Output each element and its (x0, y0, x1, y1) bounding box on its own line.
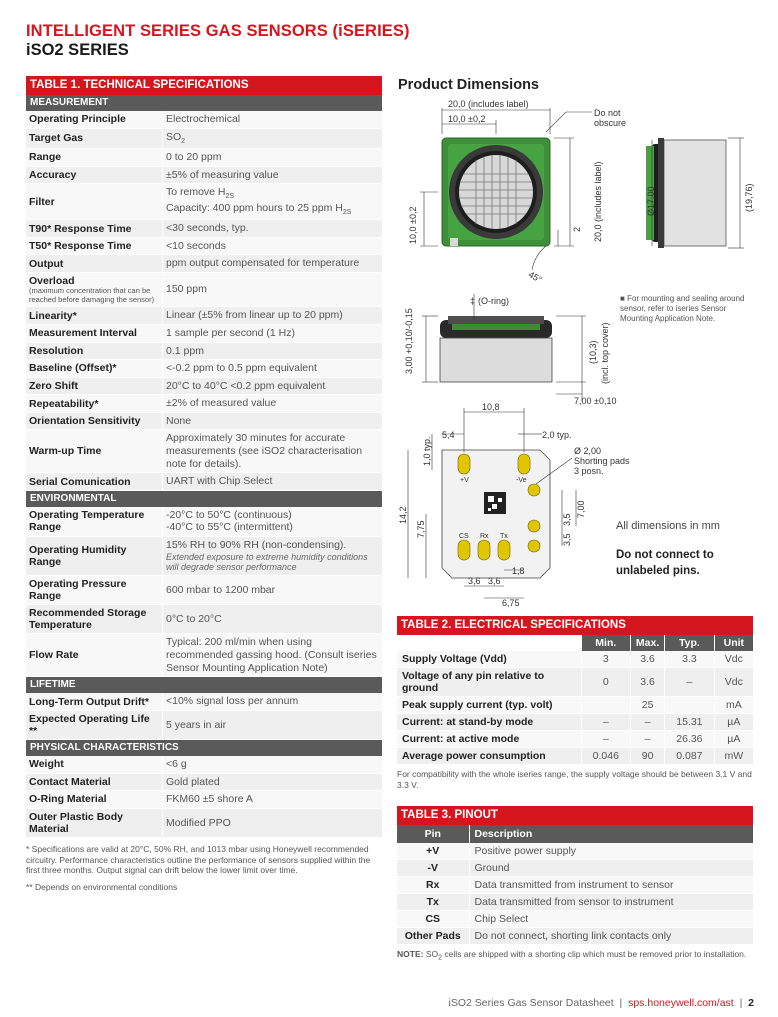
param-value: 0.046 (581, 748, 631, 765)
page-title: INTELLIGENT SERIES GAS SENSORS (iSERIES) (26, 22, 410, 40)
param-value: mA (714, 697, 753, 714)
product-dimensions-title: Product Dimensions (398, 77, 539, 93)
dim-label: 20,0 (includes label) (593, 161, 603, 242)
dim-label: 45° (526, 269, 544, 285)
all-dimensions-note: All dimensions in mm (616, 520, 720, 532)
section-header: PHYSICAL CHARACTERISTICS (26, 740, 382, 756)
spec-value: 0.1 ppm (162, 343, 382, 360)
table3-title: TABLE 3. PINOUT (397, 806, 753, 825)
section-header: ENVIRONMENTAL (26, 491, 382, 507)
dim-label: 5,4 (442, 430, 455, 440)
spec-label: O-Ring Material (29, 793, 107, 806)
technical-specifications-table (26, 76, 382, 892)
spec-row (26, 167, 382, 185)
pin-name: -V (397, 860, 469, 877)
spec-value: $SO_2$ (162, 129, 382, 148)
spec-row (26, 307, 382, 325)
spec-row (26, 576, 382, 605)
spec-value: Typical: 200 ml/min when using recommended gassing hood. (Consult iseries Sensor Mounting Application Note) (162, 634, 382, 676)
pin-label: Rx (480, 533, 489, 540)
table2-title: TABLE 2. ELECTRICAL SPECIFICATIONS (397, 616, 753, 635)
param-value: – (581, 731, 631, 748)
spec-row (26, 378, 382, 396)
table3-header: Pin (397, 825, 469, 843)
footer-doc-name: iSO2 Series Gas Sensor Datasheet (448, 997, 614, 1009)
spec-value: 5 years in air (162, 711, 382, 739)
param-value: – (631, 714, 665, 731)
dim-label: 10,0 ±0,2 (408, 206, 418, 244)
dim-label: 10,0 ±0,2 (448, 114, 486, 124)
dim-label: 7,00 (576, 500, 586, 518)
spec-row (26, 255, 382, 273)
spec-label: Orientation Sensitivity (29, 415, 141, 428)
spec-label-note: (maximum concentration that can be reached before damaging the sensor) (29, 286, 155, 304)
dim-label: 3 posn. (574, 466, 604, 476)
param-value: 26.36 (665, 731, 715, 748)
spec-value: 15% RH to 90% RH (non-condensing). Extended exposure to extreme humidity conditions will degrade sensor performance (162, 537, 382, 575)
dim-label: 1,8 (512, 566, 525, 576)
table2-note: For compatibility with the whole iseries range, the supply voltage should be between 3.1 V and 3.3 V. (397, 769, 752, 790)
table3-note: NOTE: $SO_2$ cells are shipped with a shorting clip which must be removed prior to installation. (397, 949, 747, 962)
spec-label: Zero Shift (29, 379, 78, 392)
bottom-view-drawing (398, 402, 630, 608)
page-number: 2 (748, 997, 754, 1009)
spec-row (26, 343, 382, 361)
param-value: 0.087 (665, 748, 715, 765)
param-label: Current: at stand-by mode (397, 714, 581, 731)
pin-description: Ground (469, 860, 753, 877)
dim-label: 1,0 typ. (422, 436, 432, 466)
pin-name: CS (397, 911, 469, 928)
pin-label: -Ve (516, 477, 527, 484)
spec-label: Target Gas (29, 132, 84, 145)
pin-label: CS (459, 533, 469, 540)
spec-label: Recommended Storage Temperature (29, 607, 147, 632)
spec-row (26, 413, 382, 431)
spec-row (26, 325, 382, 343)
spec-label: Linearity* (29, 309, 77, 322)
pinout-row (397, 911, 753, 928)
spec-label: Baseline (Offset)* (29, 362, 117, 375)
dim-label: 14,2 (398, 506, 408, 524)
spec-row (26, 693, 382, 711)
product-dimension-drawings (396, 94, 762, 610)
spec-label: Weight (29, 758, 64, 771)
dim-label: (10,3) (588, 340, 598, 364)
spec-label: Operating Temperature Range (29, 509, 145, 534)
spec-row (26, 756, 382, 774)
spec-value: <10 seconds (162, 238, 382, 255)
dim-label: 3,5 (562, 513, 572, 526)
pinout-row (397, 928, 753, 945)
param-label: Voltage of any pin relative to ground (397, 668, 581, 697)
electrical-specifications-table (397, 616, 753, 790)
dim-label: Ø 2,00 (574, 446, 602, 456)
param-value: – (665, 668, 715, 697)
spec-label: Warm-up Time (29, 445, 102, 458)
pin-name: +V (397, 843, 469, 860)
spec-value: ±5% of measuring value (162, 167, 382, 184)
dim-label: Ø17,00 (646, 186, 656, 216)
dim-label: Do not (594, 108, 621, 118)
page-header (26, 22, 410, 60)
dim-label: (O-ring) (478, 296, 509, 306)
spec-row (26, 791, 382, 809)
spec-value: 600 mbar to 1200 mbar (162, 576, 382, 604)
table2-row (397, 748, 753, 765)
spec-value: Electrochemical (162, 111, 382, 128)
spec-label: Operating Humidity Range (29, 544, 127, 569)
param-label: Peak supply current (typ. volt) (397, 697, 581, 714)
param-value: mW (714, 748, 753, 765)
spec-row (26, 129, 382, 149)
dim-label: (19,76) (744, 183, 754, 212)
spec-row (26, 430, 382, 473)
pin-description: Chip Select (469, 911, 753, 928)
dim-label: 10,8 (482, 402, 500, 412)
pin-description: Do not connect, shorting link contacts only (469, 928, 753, 945)
pinout-row (397, 843, 753, 860)
spec-label: Accuracy (29, 168, 77, 181)
table2-header: Max. (631, 635, 665, 651)
spec-value: ±2% of measured value (162, 395, 382, 412)
table2-header (397, 635, 581, 651)
spec-row (26, 473, 382, 491)
table2-row (397, 697, 753, 714)
page-subtitle: iSO2 SERIES (26, 41, 129, 59)
spec-value: Approximately 30 minutes for accurate measurements (see iSO2 characterisation note for details). (162, 430, 382, 472)
spec-label: Filter (29, 195, 55, 208)
table2-header: Unit (714, 635, 753, 651)
spec-label: Long-Term Output Drift* (29, 695, 149, 708)
spec-value: -20°C to 50°C (continuous) -40°C to 55°C (intermittent) (162, 507, 382, 536)
param-label: Current: at active mode (397, 731, 581, 748)
spec-label: Flow Rate (29, 649, 79, 662)
pinout-table (397, 806, 753, 963)
spec-value: To remove $H_{2S}$ Capacity: 400 ppm hours to 25 ppm $H_{2S}$ (162, 184, 382, 219)
top-view-drawing (408, 99, 626, 285)
pinout-row (397, 877, 753, 894)
section-header: MEASUREMENT (26, 95, 382, 111)
spec-label: Operating Pressure Range (29, 578, 127, 603)
spec-row (26, 634, 382, 677)
param-value: 3.6 (631, 651, 665, 668)
dim-label: 2 (572, 226, 582, 232)
pin-description: Positive power supply (469, 843, 753, 860)
section-view-drawing (404, 294, 616, 406)
spec-row (26, 774, 382, 792)
table1-footnote: * Specifications are valid at 20°C, 50% RH, and 1013 mbar using Honeywell recommended circuitry. Performance characteristics outline the performance of sensors supplied within the first three months. Output signal can drift below the lower limit over time. (26, 843, 371, 876)
spec-row (26, 273, 382, 307)
pinout-row (397, 860, 753, 877)
table1-title: TABLE 1. TECHNICAL SPECIFICATIONS (26, 76, 382, 95)
param-value (665, 697, 715, 714)
spec-row (26, 809, 382, 838)
spec-row (26, 360, 382, 378)
param-value: Vdc (714, 651, 753, 668)
spec-value: <-0.2 ppm to 0.5 ppm equivalent (162, 360, 382, 377)
param-value: 15.31 (665, 714, 715, 731)
param-value: 3.6 (631, 668, 665, 697)
spec-row (26, 537, 382, 576)
spec-row (26, 395, 382, 413)
spec-value: 150 ppm (162, 273, 382, 306)
spec-value: 0°C to 20°C (162, 605, 382, 633)
spec-label: Contact Material (29, 775, 111, 788)
spec-label: Output (29, 257, 64, 270)
spec-row (26, 220, 382, 238)
spec-value: FKM60 ±5 shore A (162, 791, 382, 808)
spec-row (26, 184, 382, 220)
param-value: 0 (581, 668, 631, 697)
spec-label: Repeatability* (29, 397, 99, 410)
spec-label: Serial Comunication (29, 475, 131, 488)
dim-label: 3,6 (468, 576, 481, 586)
spec-value: 0 to 20 ppm (162, 149, 382, 166)
footer-url-link[interactable]: sps.honeywell.com/ast (628, 997, 734, 1009)
dim-label: 2,0 typ. (542, 430, 572, 440)
pin-description: Data transmitted from sensor to instrument (469, 894, 753, 911)
pin-label: Tx (500, 533, 508, 540)
spec-label: Resolution (29, 344, 84, 357)
spec-label: Expected Operating Life ** (29, 712, 150, 737)
table2-header: Typ. (665, 635, 715, 651)
spec-label: T90* Response Time (29, 222, 132, 235)
spec-value: 1 sample per second (1 Hz) (162, 325, 382, 342)
dim-label: 6,75 (502, 598, 520, 608)
spec-row (26, 149, 382, 167)
table2-header: Min. (581, 635, 631, 651)
table2-row (397, 714, 753, 731)
spec-label: T50* Response Time (29, 240, 132, 253)
param-value: – (581, 714, 631, 731)
spec-row (26, 507, 382, 537)
spec-value: Linear (±5% from linear up to 20 ppm) (162, 307, 382, 324)
dim-label: 3,5 (562, 533, 572, 546)
param-value: 3 (581, 651, 631, 668)
param-value: 3.3 (665, 651, 715, 668)
spec-value: UART with Chip Select (162, 473, 382, 490)
param-label: Average power consumption (397, 748, 581, 765)
page-footer: iSO2 Series Gas Sensor Datasheet | sps.honeywell.com/ast | 2 (448, 997, 754, 1009)
param-value: Vdc (714, 668, 753, 697)
param-value (581, 697, 631, 714)
dim-label: 3,6 (488, 576, 501, 586)
table2-row (397, 668, 753, 697)
spec-value: <6 g (162, 756, 382, 773)
param-label: Supply Voltage (Vdd) (397, 651, 581, 668)
spec-value: 20°C to 40°C <0.2 ppm equivalent (162, 378, 382, 395)
pinout-row (397, 894, 753, 911)
dim-label: obscure (594, 118, 627, 128)
spec-value: None (162, 413, 382, 430)
pin-description: Data transmitted from instrument to sensor (469, 877, 753, 894)
spec-label: Outer Plastic Body Material (29, 810, 123, 835)
spec-value: Gold plated (162, 774, 382, 791)
spec-row (26, 711, 382, 740)
spec-label: Range (29, 151, 62, 164)
spec-value-note: Extended exposure to extreme humidity conditions will degrade sensor performance (166, 551, 368, 573)
dim-label: Shorting pads (574, 456, 630, 466)
param-value: µA (714, 714, 753, 731)
param-value: 25 (631, 697, 665, 714)
dim-label: 3,00 +0,10/-0,15 (404, 308, 414, 374)
spec-value: <10% signal loss per annum (162, 693, 382, 710)
spec-value: ppm output compensated for temperature (162, 255, 382, 272)
spec-label: Operating Principle (29, 113, 126, 126)
dim-label: ‡ (470, 296, 476, 306)
dim-label: 20,0 (includes label) (448, 99, 529, 109)
pin-label: +V (460, 477, 469, 484)
dim-label: 7,00 ±0,10 (574, 396, 617, 406)
pin-name: Other Pads (397, 928, 469, 945)
spec-row (26, 238, 382, 256)
do-not-connect-note: Do not connect to unlabeled pins. (616, 549, 714, 577)
dim-label: (incl. top cover) (600, 322, 610, 384)
table2-row (397, 651, 753, 668)
table3-header: Description (469, 825, 753, 843)
param-value: – (631, 731, 665, 748)
spec-row (26, 111, 382, 129)
spec-row (26, 605, 382, 634)
pin-name: Rx (397, 877, 469, 894)
table2-row (397, 731, 753, 748)
pin-name: Tx (397, 894, 469, 911)
spec-value: <30 seconds, typ. (162, 220, 382, 237)
side-view-drawing (646, 138, 754, 248)
param-value: µA (714, 731, 753, 748)
spec-value: Modified PPO (162, 809, 382, 837)
param-value: 90 (631, 748, 665, 765)
table1-footnote-2: ** Depends on environmental conditions (26, 881, 178, 892)
dim-label: 7,75 (416, 520, 426, 538)
mounting-note: ■ For mounting and sealing around sensor, refer to iseries Sensor Mounting Application Note. (620, 294, 745, 323)
spec-label: Measurement Interval (29, 327, 137, 340)
section-header: LIFETIME (26, 677, 382, 693)
spec-label: Overload (maximum concentration that can be reached before damaging the sensor) (26, 273, 162, 306)
